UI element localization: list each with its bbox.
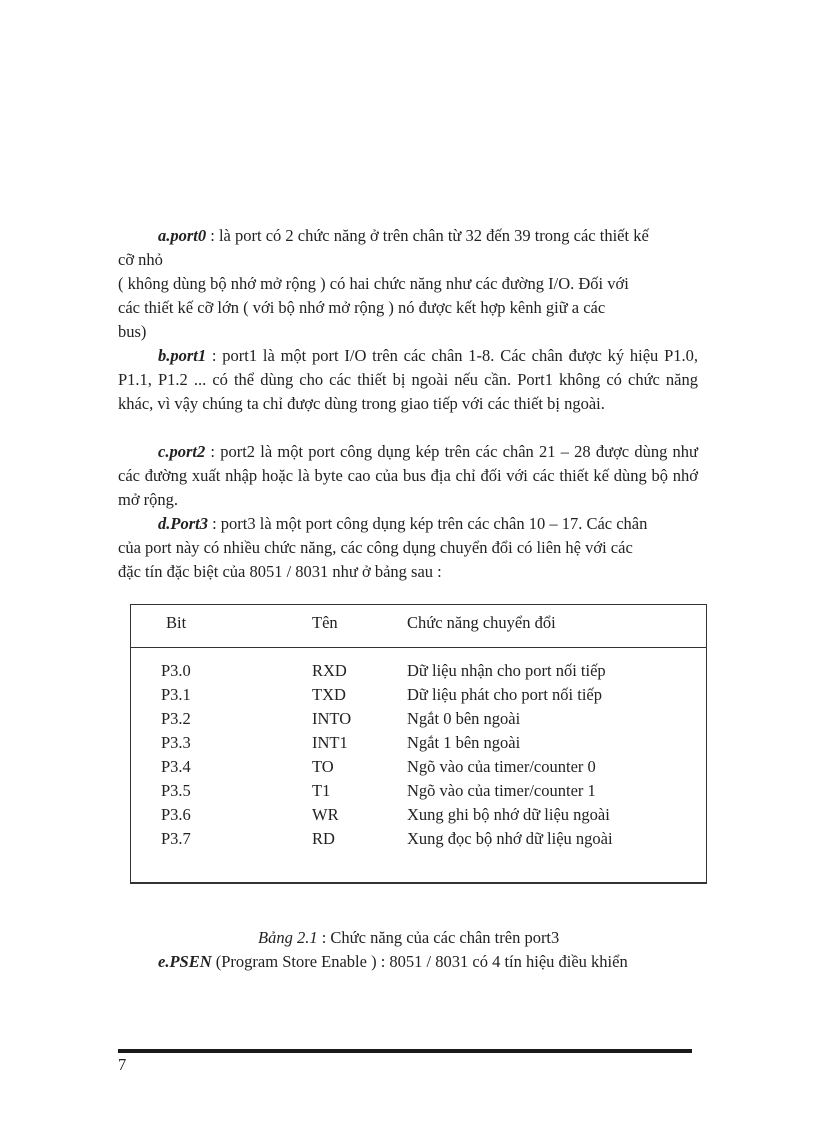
port0-lead: a.port0	[158, 226, 207, 245]
caption-label: Bảng 2.1	[258, 928, 318, 947]
port3-lead: d.Port3	[158, 514, 208, 533]
cell-function: Ngõ vào của timer/counter 1	[407, 781, 596, 800]
port3-line-2: của port này có nhiều chức năng, các công dụng chuyển đổi có liên hệ với các	[118, 538, 633, 557]
cell-function: Ngắt 0 bên ngoài	[407, 709, 521, 728]
header-ten: Tên	[312, 613, 338, 632]
cell-function: Xung đọc bộ nhớ dữ liệu ngoài	[407, 829, 613, 848]
paragraph-port1	[118, 344, 698, 416]
port1-text: : port1 là một port I/O trên các chân 1-8. Các chân được ký hiệu P1.0, P1.1, P1.2 ... có thể dùng cho các thiết bị ngoài nếu cần. Port1 không có chức năng khác, vì vậy chúng ta chỉ được dùng trong giao tiếp với các thiết bị ngoài.	[118, 346, 698, 413]
cell-function: Ngõ vào của timer/counter 0	[407, 757, 596, 776]
cell-bit: P3.1	[161, 685, 191, 704]
cell-bit: P3.7	[161, 829, 191, 848]
cell-name: T1	[312, 781, 331, 800]
cell-function: Dữ liệu phát cho port nối tiếp	[407, 685, 602, 704]
paragraph-psen	[158, 950, 628, 974]
cell-name: TO	[312, 757, 334, 776]
cell-name: INTO	[312, 709, 352, 728]
caption-text: : Chức năng của các chân trên port3	[317, 928, 560, 947]
port0-line-2: cỡ nhỏ	[118, 250, 163, 269]
cell-bit: P3.2	[161, 709, 191, 728]
header-bit: Bit	[166, 613, 187, 632]
header-function: Chức năng chuyển đổi	[407, 613, 556, 632]
port3-line-1: d.Port3 : port3 là một port công dụng kép trên các chân 10 – 17. Các chân	[158, 514, 648, 533]
port3-function-table	[130, 604, 707, 884]
cell-name: INT1	[312, 733, 348, 752]
cell-bit: P3.3	[161, 733, 191, 752]
cell-name: TXD	[312, 685, 346, 704]
psen-lead: e.PSEN	[158, 952, 212, 971]
cell-function: Ngắt 1 bên ngoài	[407, 733, 521, 752]
cell-name: RD	[312, 829, 335, 848]
paragraph-port3	[118, 512, 698, 584]
port0-line-5: bus)	[118, 322, 147, 341]
port0-line-1: a.port0 : là port có 2 chức năng ở trên chân từ 32 đến 39 trong các thiết kế	[158, 226, 649, 245]
port0-line-3: ( không dùng bộ nhớ mở rộng ) có hai chức năng như các đường I/O. Đối với	[118, 274, 629, 293]
cell-bit: P3.5	[161, 781, 191, 800]
table-caption	[258, 926, 559, 950]
cell-name: RXD	[312, 661, 347, 680]
port2-text: : port2 là một port công dụng kép trên các chân 21 – 28 được dùng như các đường xuất nhập hoặc là byte cao của bus địa chỉ đối với các thiết kế dùng bộ nhớ mở rộng.	[118, 442, 698, 509]
cell-function: Xung ghi bộ nhớ dữ liệu ngoài	[407, 805, 610, 824]
cell-bit: P3.4	[161, 757, 191, 776]
port1-lead: b.port1	[158, 346, 207, 365]
footer-divider	[118, 1049, 692, 1053]
port0-line-4: các thiết kế cỡ lớn ( với bộ nhớ mở rộng ) nó được kết hợp kênh giữ a các	[118, 298, 606, 317]
cell-bit: P3.6	[161, 805, 191, 824]
cell-name: WR	[312, 805, 339, 824]
cell-function: Dữ liệu nhận cho port nối tiếp	[407, 661, 606, 680]
paragraph-port2	[118, 440, 698, 512]
port2-lead: c.port2	[158, 442, 206, 461]
page-number: 7	[118, 1055, 127, 1074]
port3-line-3: đặc tín đặc biệt của 8051 / 8031 như ở bảng sau :	[118, 562, 442, 581]
paragraph-port0	[118, 224, 698, 344]
psen-text: (Program Store Enable ) : 8051 / 8031 có 4 tín hiệu điều khiển	[211, 952, 628, 971]
table-header-divider	[131, 647, 706, 648]
cell-bit: P3.0	[161, 661, 191, 680]
